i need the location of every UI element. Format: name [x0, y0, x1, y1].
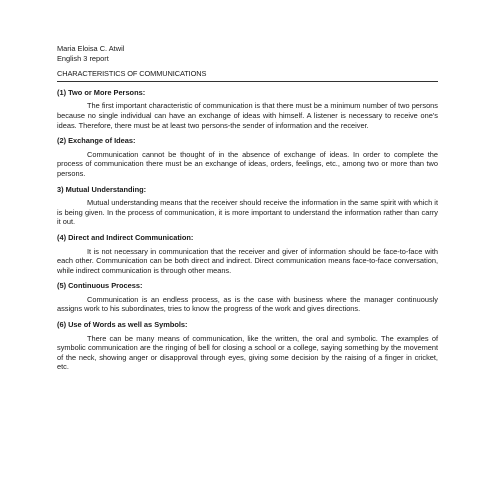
section-heading: (6) Use of Words as well as Symbols:	[57, 320, 188, 330]
section-body: It is not necessary in communication that the receiver and giver of information should be face-to-face with each other. Communication can be both direct and indirect. Direct communication means face-to-face conversation, while indirect communication is through other means.	[57, 246, 438, 275]
section-exchange-of-ideas	[57, 136, 438, 178]
section-heading: (4) Direct and Indirect Communication:	[57, 232, 194, 242]
section-body: Mutual understanding means that the receiver should receive the information in the same spirit with which it is being given. In the process of communication, it is more important to understand the information rather than carry it out.	[57, 198, 438, 227]
section-body: The first important characteristic of communication is that there must be a minimum number of two persons because no single individual can have an exchange of ideas with himself. A listener is necessary to receive one's ideas. Therefore, there must be at least two persons-the sender of information and the receiver.	[57, 101, 438, 130]
section-heading: (5) Continuous Process:	[57, 281, 143, 291]
document-content	[57, 44, 438, 372]
section-two-or-more-persons	[57, 88, 438, 130]
section-words-and-symbols	[57, 320, 438, 372]
section-direct-indirect-communication	[57, 233, 438, 275]
author-name: Maria Eloisa C. Atwil	[57, 44, 125, 53]
section-heading: (1) Two or More Persons:	[57, 87, 146, 97]
section-body: Communication is an endless process, as is the case with business where the manager continuously assigns work to his subordinates, tries to know the progress of the work and gives directions.	[57, 294, 438, 314]
document-title: CHARACTERISTICS OF COMMUNICATIONS	[57, 69, 438, 82]
section-body: Communication cannot be thought of in the absence of exchange of ideas. In order to complete the process of communication there must be an exchange of ideas, orders, feelings, etc., among two or more than two persons.	[57, 149, 438, 178]
section-heading: (2) Exchange of Ideas:	[57, 136, 136, 146]
section-continuous-process	[57, 281, 438, 314]
section-mutual-understanding	[57, 185, 438, 227]
course-name: English 3 report	[57, 53, 109, 63]
section-heading: 3) Mutual Understanding:	[57, 184, 147, 194]
section-body: There can be many means of communication, like the written, the oral and symbolic. The examples of symbolic communication are the ringing of bell for closing a school or a college, saying something by the movement of the neck, showing anger or disapproval through eyes, giving some decision by the raising of a finger in cricket, etc.	[57, 333, 438, 372]
